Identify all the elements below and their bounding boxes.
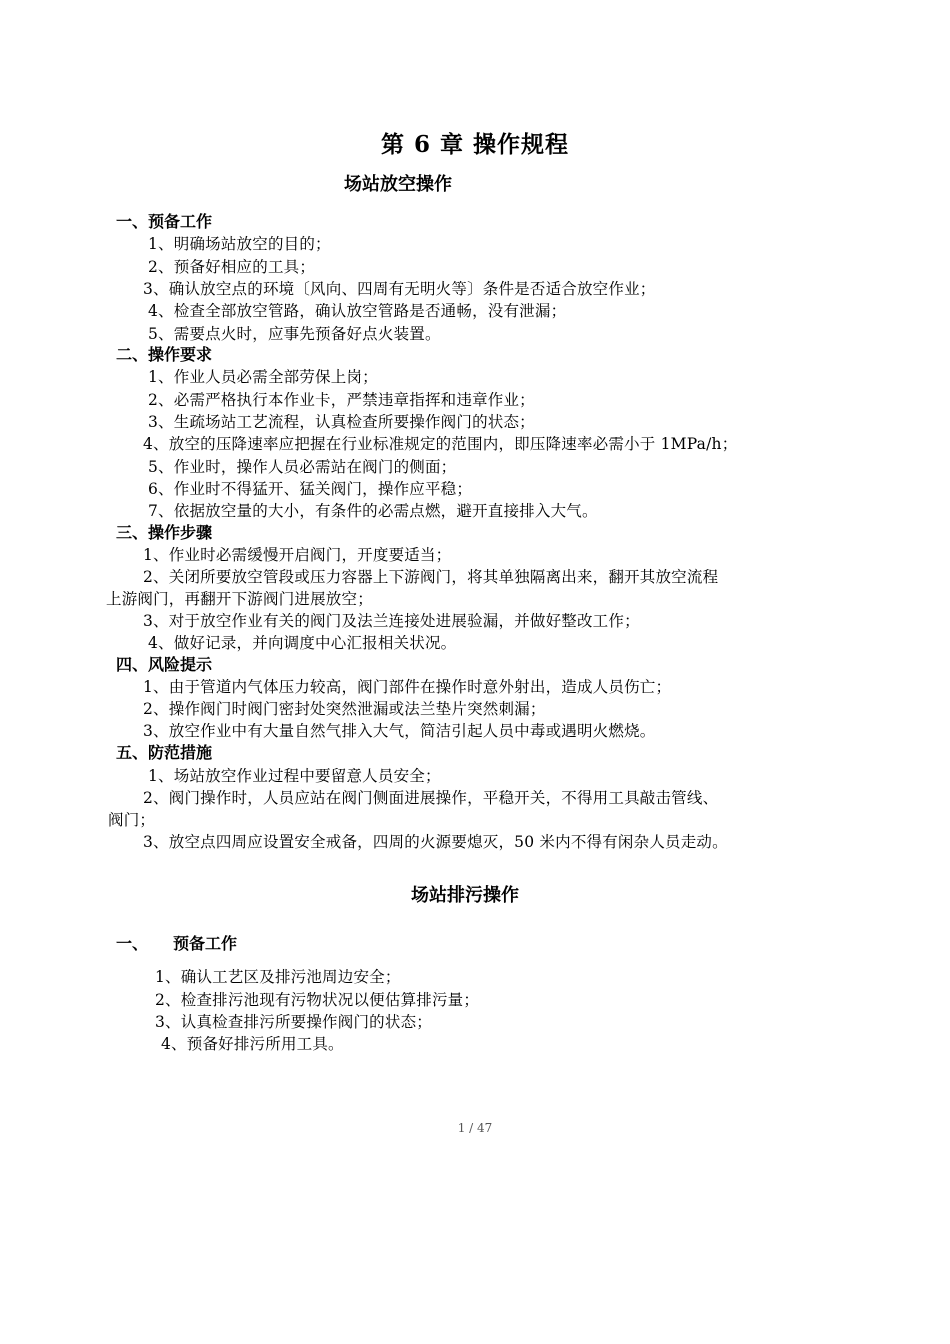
list-item: 4、放空的压降速率应把握在行业标准规定的范围内，即压降速率必需小于 1MPa/h；: [143, 435, 738, 453]
heading-preparation: 一、预备工作: [116, 212, 213, 231]
list-item: 2、检查排污池现有污物状况以便估算排污量；: [155, 991, 480, 1009]
section-title-drainage: 场站排污操作: [411, 885, 519, 906]
list-item: 5、需要点火时，应事先预备好点火装置。: [148, 325, 441, 343]
heading-risks: 四、风险提示: [116, 655, 213, 674]
list-item: 1、明确场站放空的目的；: [148, 235, 331, 253]
list-item-continuation: 阀门；: [108, 811, 156, 829]
list-item-continuation: 上游阀门，再翻开下游阀门进展放空；: [106, 590, 373, 608]
list-item: 3、确认放空点的环境〔风向、四周有无明火等〕条件是否适合放空作业；: [143, 280, 656, 298]
list-item: 3、对于放空作业有关的阀门及法兰连接处进展验漏，并做好整改工作；: [143, 612, 640, 630]
list-item: 4、预备好排污所用工具。: [161, 1035, 344, 1053]
list-item: 1、确认工艺区及排污池周边安全；: [155, 968, 401, 986]
heading-precautions: 五、防范措施: [116, 743, 213, 762]
list-item: 4、做好记录，并向调度中心汇报相关状况。: [148, 634, 457, 652]
list-item: 1、场站放空作业过程中要留意人员安全；: [148, 767, 441, 785]
list-item: 2、必需严格执行本作业卡，严禁违章指挥和违章作业；: [148, 391, 535, 409]
list-item: 7、依据放空量的大小，有条件的必需点燃，避开直接排入大气。: [148, 502, 598, 520]
list-item: 3、放空作业中有大量自然气排入大气，简洁引起人员中毒或遇明火燃烧。: [143, 722, 656, 740]
list-item: 1、作业人员必需全部劳保上岗；: [148, 368, 378, 386]
list-item: 1、作业时必需缓慢开启阀门，开度要适当；: [143, 546, 452, 564]
heading-number: 一、: [116, 934, 149, 953]
chapter-title: 第 6 章 操作规程: [380, 131, 570, 158]
section-title-venting: 场站放空操作: [344, 174, 452, 195]
list-item: 5、作业时，操作人员必需站在阀门的侧面；: [148, 458, 457, 476]
list-item: 1、由于管道内气体压力较高，阀门部件在操作时意外射出，造成人员伤亡；: [143, 678, 672, 696]
list-item: 2、预备好相应的工具；: [148, 258, 316, 276]
heading-steps: 三、操作步骤: [116, 523, 213, 542]
list-item: 4、检查全部放空管路，确认放空管路是否通畅，没有泄漏；: [148, 302, 567, 320]
list-item: 2、关闭所要放空管段或压力容器上下游阀门，将其单独隔离出来，翻开其放空流程: [143, 568, 719, 586]
heading-requirements: 二、操作要求: [116, 345, 213, 364]
list-item: 3、生疏场站工艺流程，认真检查所要操作阀门的状态；: [148, 413, 535, 431]
list-item: 6、作业时不得猛开、猛关阀门，操作应平稳；: [148, 480, 473, 498]
list-item: 3、放空点四周应设置安全戒备，四周的火源要熄灭，50 米内不得有闲杂人员走动。: [143, 833, 728, 851]
list-item: 2、操作阀门时阀门密封处突然泄漏或法兰垫片突然刺漏；: [143, 700, 546, 718]
list-item: 3、认真检查排污所要操作阀门的状态；: [155, 1013, 432, 1031]
list-item: 2、阀门操作时，人员应站在阀门侧面进展操作，平稳开关，不得用工具敲击管线、: [143, 789, 719, 807]
page-number: 1 / 47: [457, 1121, 493, 1135]
heading-preparation-2: 预备工作: [173, 934, 238, 953]
